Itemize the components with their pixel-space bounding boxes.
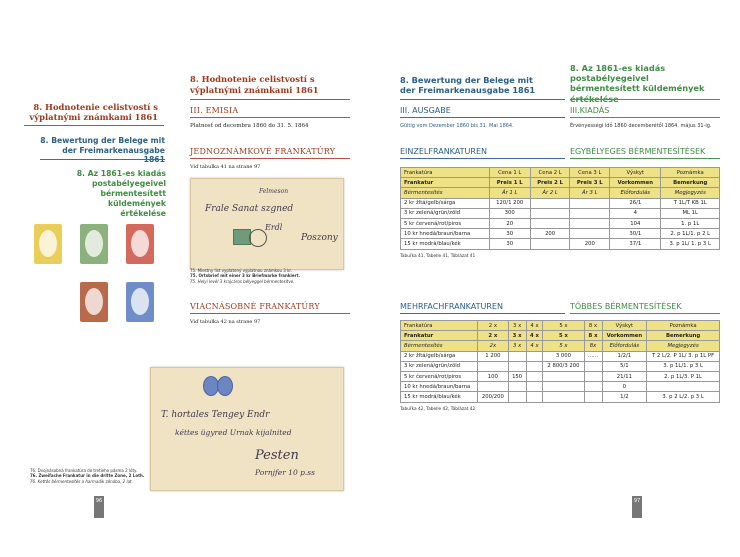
table-cell: 30/1 xyxy=(610,229,661,239)
table-cell: 104 xyxy=(610,218,661,228)
table-cell: 30 xyxy=(489,229,530,239)
single-de-heading: EINZELFRANKATUREN xyxy=(400,147,487,156)
table-cell: 120/1 200 xyxy=(489,198,530,208)
section-ausgabe: III. AUSGABE xyxy=(400,106,451,115)
section-emisia: III. EMISIA xyxy=(190,106,239,115)
table-cell: Poznámka xyxy=(661,168,720,178)
caption-line: 76. Zweifache Frankatur in die dritte Zone, 2 Loth. xyxy=(30,473,145,479)
table-row xyxy=(401,382,720,392)
section-kiadas: III.KIADÁS xyxy=(570,106,610,115)
table-cell: 4 x xyxy=(526,331,543,341)
table-cell xyxy=(508,392,526,402)
table-row xyxy=(401,361,720,371)
table-cell: 15 kr modrá/blau/kék xyxy=(401,392,478,402)
single-de-rule xyxy=(400,158,565,159)
title-de: 8. Bewertung der Belege mit der Freimarkenausgabe 1861 xyxy=(40,136,165,165)
period-de: Gültig vom Dezember 1860 bis 31. Mai 1864. xyxy=(400,123,514,129)
table-cell xyxy=(530,239,570,249)
table-cell: ...... xyxy=(584,351,602,361)
period-hu: Érvényességi idő 1860 decemberétől 1864. május 31-ig. xyxy=(570,123,712,129)
table-cell: 30 xyxy=(489,239,530,249)
table-cell: Ár 2 L xyxy=(530,188,570,198)
table-cell xyxy=(530,208,570,218)
table-cell: 3 x xyxy=(508,321,526,331)
table-cell: 300 xyxy=(489,208,530,218)
table-cell: Vorkommen xyxy=(610,178,661,188)
table-cell xyxy=(543,382,584,392)
stamp-15kr-blue xyxy=(126,282,154,322)
table-row xyxy=(401,392,720,402)
title-de-rule xyxy=(40,159,165,160)
table-cell: 2. p 1L/1. p 2 L xyxy=(661,229,720,239)
validity-period: Platnosť od decembra 1860 do 31. 5. 1864 xyxy=(190,123,309,129)
table-row xyxy=(401,198,720,208)
table-cell xyxy=(543,371,584,381)
table-cell xyxy=(647,382,720,392)
stamp-2kr-yellow xyxy=(34,224,62,264)
table-cell: 1 200 xyxy=(478,351,509,361)
table-cell: 3 kr zelená/grün/zöld xyxy=(401,208,490,218)
table-cell xyxy=(584,371,602,381)
caption-75 xyxy=(190,268,300,284)
table-cell: 21/11 xyxy=(602,371,647,381)
table-41-caption: Tabuľka 41, Tabelle 41, Táblázat 41 xyxy=(400,254,476,259)
table-cell: 2x xyxy=(478,341,509,351)
title-sk-rule xyxy=(24,125,164,126)
table-cell: 100 xyxy=(478,371,509,381)
multi-hu-rule xyxy=(570,313,720,314)
column-title-rule xyxy=(190,99,350,100)
multiple-franking-heading: VIACNÁSOBNÉ FRANKATÚRY xyxy=(190,302,320,311)
table-cell: 15 kr modrá/blau/kék xyxy=(401,239,490,249)
table-cell xyxy=(508,351,526,361)
table-cell: Preis 3 L xyxy=(570,178,610,188)
table-cell: Poznámka xyxy=(647,321,720,331)
table-cell: 2 x xyxy=(478,321,509,331)
table-cell: 3 kr zelená/grün/zöld xyxy=(401,361,478,371)
table-cell: 3. p 1L/1. p 3 L xyxy=(647,361,720,371)
table-cell: 5 x xyxy=(543,341,584,351)
caption-line: 75. Miestny list vyplatený výplatnou známkou 3 kr. xyxy=(190,268,292,273)
single-hu-heading: EGYBÉLYEGES BÉRMENTESÍTÉSEK xyxy=(570,147,706,156)
table-cell: 200 xyxy=(530,229,570,239)
page-number-left: 96 xyxy=(94,496,104,518)
table-cell: Bérmentesítés xyxy=(401,188,490,198)
table-cell: 10 kr hnedá/braun/barna xyxy=(401,382,478,392)
table-row xyxy=(401,208,720,218)
table-row xyxy=(401,351,720,361)
title-sk: 8. Hodnotenie celistvostí s výplatnými známkami 1861 xyxy=(29,102,158,122)
caption-line: 75. Ortsbrief mit einer 3 kr Briefmarke frankiert. xyxy=(190,273,301,279)
table-cell: Frankatur xyxy=(401,178,490,188)
table-cell: 4 x xyxy=(526,321,543,331)
single-franking-heading: JEDNOZNÁMKOVÉ FRANKATÚRY xyxy=(190,147,336,156)
section-de-rule xyxy=(400,117,565,118)
table-cell xyxy=(526,361,543,371)
table42-reference: Viď tabuľka 42 na strane 97 xyxy=(190,319,261,325)
table-cell: 8x xyxy=(584,341,602,351)
table-cell: 4 xyxy=(610,208,661,218)
table-41 xyxy=(400,167,720,250)
table41-reference: Viď tabuľka 41 na strane 97 xyxy=(190,164,261,170)
table-cell: 20 xyxy=(489,218,530,228)
table-row xyxy=(401,229,720,239)
table-cell: Ár 3 L xyxy=(570,188,610,198)
table-cell xyxy=(570,198,610,208)
multi-de-heading: MEHRFACHFRANKATUREN xyxy=(400,302,503,311)
caption-line: 76. Dvojnásobná frankatúra do tretieho pásma 2 lóty. xyxy=(30,468,138,473)
table-cell: Előfordulás xyxy=(610,188,661,198)
table-cell: Cena 3 L xyxy=(570,168,610,178)
table-cell xyxy=(526,351,543,361)
table-cell: 1. p 1L xyxy=(661,218,720,228)
caption-line: 75. Helyi levél 3 krajcáros bélyeggel bérmentesítve. xyxy=(190,278,295,284)
stamp-3kr-green xyxy=(80,224,108,264)
table-cell: 26/1 xyxy=(610,198,661,208)
page-number-right: 97 xyxy=(632,496,642,518)
table-cell: 1/2/1 xyxy=(602,351,647,361)
table-cell: 0 xyxy=(602,382,647,392)
caption-76 xyxy=(30,468,144,484)
column-title: 8. Hodnotenie celistvostí s výplatnými známkami 1861 xyxy=(190,74,319,95)
multi-de-rule xyxy=(400,313,565,314)
section-rule xyxy=(190,117,350,118)
table-cell: 2 x xyxy=(478,331,509,341)
stamp-5kr-red xyxy=(126,224,154,264)
table-cell: Preis 2 L xyxy=(530,178,570,188)
table-cell: Előfordulás xyxy=(602,341,647,351)
table-cell xyxy=(526,371,543,381)
single-heading-rule xyxy=(190,158,350,159)
table-cell: 2 800/3 200 xyxy=(543,361,584,371)
table-cell: 3. p 2 L/2. p 3 L xyxy=(647,392,720,402)
table-cell: 1/2 xyxy=(602,392,647,402)
table-cell: 8 x xyxy=(584,321,602,331)
table-cell: T 1L/T KB 1L xyxy=(661,198,720,208)
table-cell: T 2 L/2. P 1L/ 3. p 1L PF xyxy=(647,351,720,361)
title-de: 8. Bewertung der Belege mit der Freimarkenausgabe 1861 xyxy=(400,75,536,96)
table-cell: 8 x xyxy=(584,331,602,341)
table-cell: Bemerkung xyxy=(661,178,720,188)
table-cell: Ár 1 L xyxy=(489,188,530,198)
table-cell xyxy=(508,361,526,371)
table-cell xyxy=(526,382,543,392)
table-cell: 3 000 xyxy=(543,351,584,361)
table-cell xyxy=(570,229,610,239)
table-row xyxy=(401,239,720,249)
table-cell xyxy=(478,382,509,392)
table-cell xyxy=(508,382,526,392)
table-cell: Megjegyzés xyxy=(661,188,720,198)
table-cell: 150 xyxy=(508,371,526,381)
table-cell: 3. p 1L/ 1. p 3 L xyxy=(661,239,720,249)
table-cell: 37/1 xyxy=(610,239,661,249)
table-cell: 3 x xyxy=(508,331,526,341)
table-cell: Výskyt xyxy=(610,168,661,178)
table-42-caption: Tabuľka 42, Tabelle 42, Táblázat 42 xyxy=(400,407,476,412)
table-cell: 5 kr červená/rot/piros xyxy=(401,218,490,228)
table-cell: 200/200 xyxy=(478,392,509,402)
table-cell: Výskyt xyxy=(602,321,647,331)
table-cell xyxy=(530,218,570,228)
table-cell: 4 x xyxy=(526,341,543,351)
table-cell: 2 kr žltá/gelb/sárga xyxy=(401,351,478,361)
title-hu: 8. Az 1861-es kiadás postabélyegeivel bérmentesített küldemények értékelése xyxy=(570,63,705,104)
table-cell: Cena 2 L xyxy=(530,168,570,178)
table-cell: Preis 1 L xyxy=(489,178,530,188)
table-cell: 2. p 1L/3. P 1L xyxy=(647,371,720,381)
table-cell: 5 x xyxy=(543,321,584,331)
table-cell: ML 1L xyxy=(661,208,720,218)
table-cell xyxy=(478,361,509,371)
table-cell: Cena 1 L xyxy=(489,168,530,178)
multi-hu-heading: TÖBBES BÉRMENTESÍTÉSEK xyxy=(570,302,682,311)
section-hu-rule xyxy=(570,117,720,118)
single-hu-rule xyxy=(570,158,720,159)
table-cell: 5/1 xyxy=(602,361,647,371)
postmark xyxy=(249,229,267,247)
table-cell: Frankatúra xyxy=(401,168,490,178)
caption-line: 76. Kettős bérmentesítés a harmadik zónába, 2 lat. xyxy=(30,478,133,484)
right-page xyxy=(370,0,740,557)
table-cell: Bemerkung xyxy=(647,331,720,341)
table-cell xyxy=(584,382,602,392)
table-cell xyxy=(526,392,543,402)
title-hu: 8. Az 1861-es kiadás postabélyegeivel bérmentesített küldemények értékelése xyxy=(76,169,166,218)
table-cell xyxy=(584,361,602,371)
table-cell: Frankatúra xyxy=(401,321,478,331)
title-de-rule xyxy=(400,99,565,100)
table-cell: Bérmentesítés xyxy=(401,341,478,351)
table-row xyxy=(401,218,720,228)
multiple-heading-rule xyxy=(190,313,350,314)
table-cell: Frankatur xyxy=(401,331,478,341)
stamp-10kr-brown xyxy=(80,282,108,322)
table-cell: 3 x xyxy=(508,341,526,351)
table-row xyxy=(401,371,720,381)
table-cell: 5 kr červená/rot/piros xyxy=(401,371,478,381)
table-cell xyxy=(584,392,602,402)
table-cell: Megjegyzés xyxy=(647,341,720,351)
table-cell: 200 xyxy=(570,239,610,249)
envelope-stamp-b xyxy=(217,376,233,396)
table-cell xyxy=(570,208,610,218)
table-cell: 2 kr žltá/gelb/sárga xyxy=(401,198,490,208)
title-hu-rule xyxy=(570,99,720,100)
table-cell xyxy=(543,392,584,402)
table-42 xyxy=(400,320,720,403)
envelope-double-franking: T. hortales Tengey Endr kéttes ügyred Urnak kijalnited Pesten Pornjfer 10 p.ss xyxy=(150,367,344,491)
table-cell xyxy=(530,198,570,208)
table-cell: 10 kr hnedá/braun/barna xyxy=(401,229,490,239)
table-cell: Vorkommen xyxy=(602,331,647,341)
envelope-local-letter: Felmeson Frale Sanat szgned Erdl Poszony xyxy=(190,178,344,270)
table-cell xyxy=(570,218,610,228)
table-cell: 5 x xyxy=(543,331,584,341)
